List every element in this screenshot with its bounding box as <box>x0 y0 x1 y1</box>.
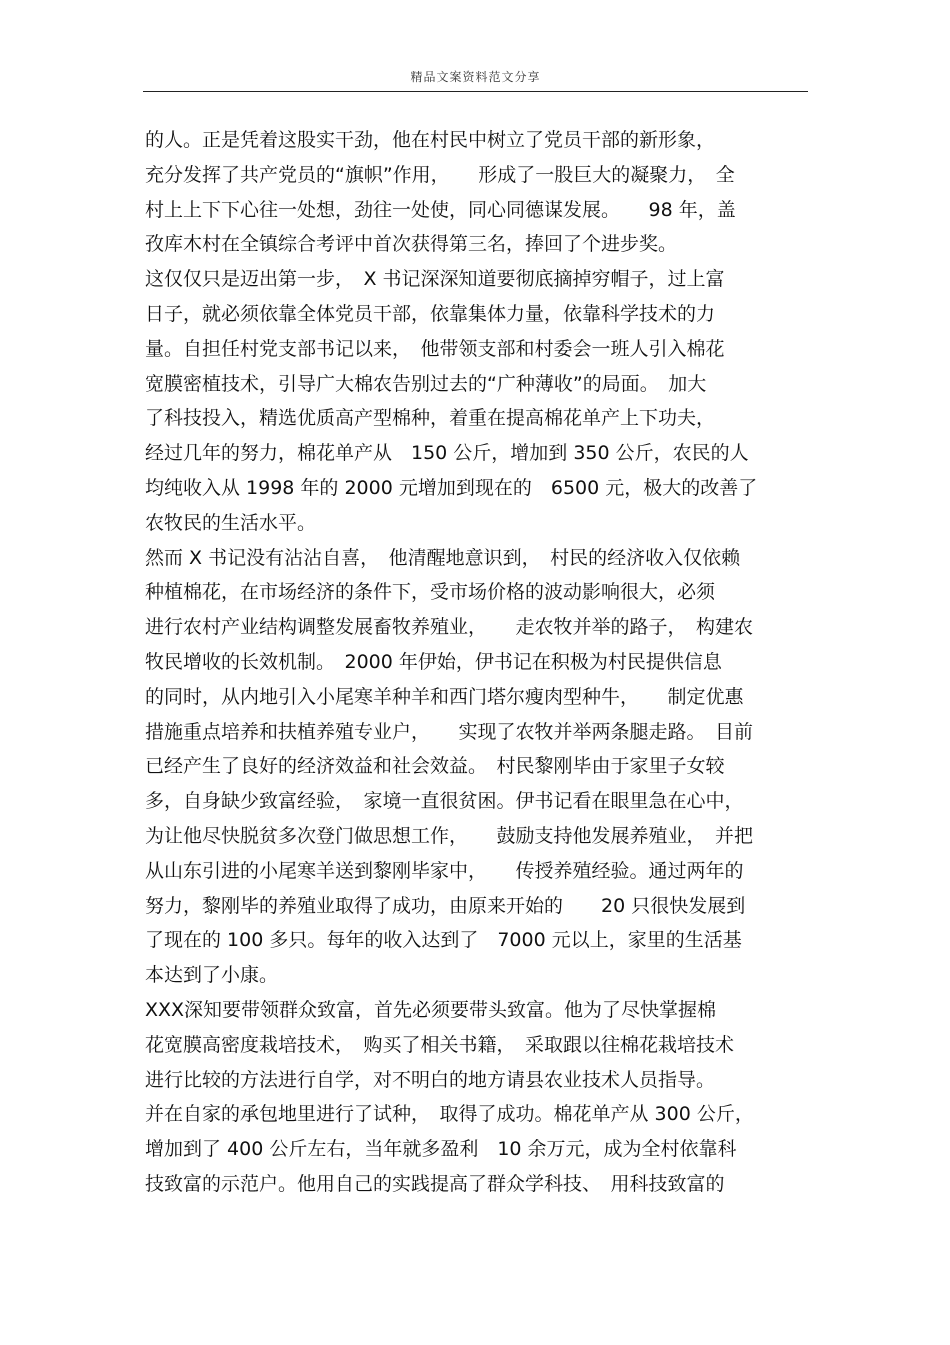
text-line: 本达到了小康。 <box>145 964 279 987</box>
text-line: 的人。正是凭着这股实干劲，他在村民中树立了党员干部的新形象， <box>145 129 716 151</box>
text-line: 并在自家的承包地里进行了试种， 取得了成功。棉花单产从 300 公斤， <box>145 1103 754 1126</box>
text-line: 这仅仅只是迈出第一步， X 书记深深知道要彻底摘掉穷帽子，过上富 <box>145 268 725 291</box>
text-line: 进行比较的方法进行自学，对不明白的地方请县农业技术人员指导。 <box>145 1068 716 1091</box>
text-line: 牧民增收的长效机制。 2000 年伊始，伊书记在积极为村民提供信息 <box>145 650 722 673</box>
text-line: 种植棉花，在市场经济的条件下，受市场价格的波动影响很大，必须 <box>145 581 716 604</box>
text-line: 努力，黎刚毕的养殖业取得了成功，由原来开始的 20 只很快发展到 <box>145 894 746 917</box>
text-line: 已经产生了良好的经济效益和社会效益。 村民黎刚毕由于家里子女较 <box>145 755 725 778</box>
text-line: 均纯收入从 1998 年的 2000 元增加到现在的 6500 元，极大的改善了 <box>145 476 758 499</box>
text-line: 量。自担任村党支部书记以来， 他带领支部和村委会一班人引入棉花 <box>145 337 725 360</box>
text-line: XXX深知要带领群众致富，首先必须要带头致富。他为了尽快掌握棉 <box>145 998 717 1021</box>
text-line: 孜库木村在全镇综合考评中首次获得第三名，捧回了个进步奖。 <box>145 233 678 256</box>
text-line: 花宽膜高密度栽培技术， 购买了相关书籍， 采取跟以往棉花栽培技术 <box>145 1033 735 1056</box>
text-line: 日子，就必须依靠全体党员干部，依靠集体力量，依靠科学技术的力 <box>145 302 716 325</box>
text-line: 村上上下下心往一处想，劲往一处使，同心同德谋发展。 98 年，盖 <box>145 198 736 221</box>
document-body <box>145 123 810 1202</box>
text-line: 了科技投入，精选优质高产型棉种，着重在提高棉花单产上下功夫， <box>145 407 716 430</box>
text-line: 多，自身缺少致富经验， 家境一直很贫困。伊书记看在眼里急在心中， <box>145 790 744 813</box>
text-line: 农牧民的生活水平。 <box>145 511 317 534</box>
text-line: 从山东引进的小尾寒羊送到黎刚毕家中， 传授养殖经验。通过两年的 <box>145 859 744 882</box>
header-title: 精品文案资料范文分享 <box>410 70 541 84</box>
text-line: 的同时，从内地引入小尾寒羊种羊和西门塔尔瘦肉型种牛， 制定优惠 <box>145 685 744 708</box>
text-line: 然而 X 书记没有沾沾自喜， 他清醒地意识到， 村民的经济收入仅依赖 <box>145 546 741 569</box>
text-line: 技致富的示范户。他用自己的实践提高了群众学科技、 用科技致富的 <box>145 1172 725 1195</box>
text-line: 宽膜密植技术，引导广大棉农告别过去的“广种薄收”的局面。 加大 <box>145 372 707 395</box>
text-line: 进行农村产业结构调整发展畜牧养殖业， 走农牧并举的路子， 构建农 <box>145 616 754 639</box>
header-divider <box>143 91 808 92</box>
text-line: 充分发挥了共产党员的“旗帜”作用， 形成了一股巨大的凝聚力， 全 <box>145 163 735 186</box>
page-header <box>143 68 808 85</box>
text-line: 经过几年的努力，棉花单产从 150 公斤，增加到 350 公斤，农民的人 <box>145 442 749 465</box>
text-line: 了现在的 100 多只。每年的收入达到了 7000 元以上，家里的生活基 <box>145 929 742 952</box>
text-line: 为让他尽快脱贫多次登门做思想工作， 鼓励支持他发展养殖业， 并把 <box>145 824 754 847</box>
text-line: 措施重点培养和扶植养殖专业户， 实现了农牧并举两条腿走路。 目前 <box>145 720 754 743</box>
text-line: 增加到了 400 公斤左右，当年就多盈利 10 余万元，成为全村依靠科 <box>145 1138 737 1161</box>
